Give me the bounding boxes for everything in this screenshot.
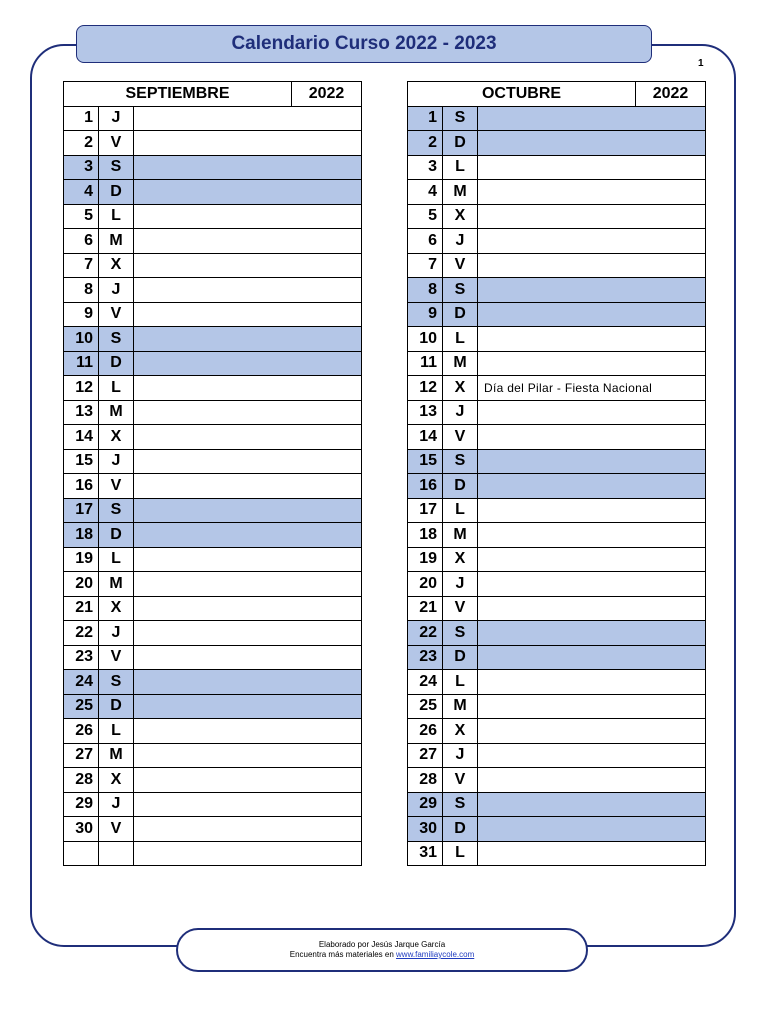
day-row <box>64 106 362 131</box>
day-number: 13 <box>408 400 443 425</box>
weekday-letter: M <box>99 572 134 597</box>
day-number: 14 <box>408 425 443 450</box>
day-row <box>64 278 362 303</box>
day-number: 18 <box>408 523 443 548</box>
day-number: 15 <box>64 449 99 474</box>
day-number: 12 <box>64 376 99 401</box>
weekday-letter: M <box>443 523 478 548</box>
day-row <box>64 327 362 352</box>
day-row <box>408 743 706 768</box>
page-title: Calendario Curso 2022 - 2023 <box>76 25 652 63</box>
day-row <box>408 425 706 450</box>
weekday-letter: L <box>443 155 478 180</box>
day-note <box>478 523 706 548</box>
day-note <box>134 547 362 572</box>
day-number: 28 <box>408 768 443 793</box>
day-row <box>64 621 362 646</box>
day-number: 30 <box>64 817 99 842</box>
day-number: 5 <box>408 204 443 229</box>
day-number: 16 <box>64 474 99 499</box>
day-number: 22 <box>408 621 443 646</box>
day-row <box>408 400 706 425</box>
day-row <box>64 131 362 156</box>
day-note <box>134 841 362 866</box>
day-number: 29 <box>64 792 99 817</box>
day-note <box>478 351 706 376</box>
day-row <box>408 498 706 523</box>
weekday-letter: X <box>443 376 478 401</box>
weekday-letter: V <box>99 302 134 327</box>
day-note <box>478 204 706 229</box>
weekday-letter: M <box>443 351 478 376</box>
weekday-letter: D <box>443 645 478 670</box>
day-note <box>134 572 362 597</box>
day-row <box>64 302 362 327</box>
day-row <box>408 351 706 376</box>
month-header <box>64 82 362 107</box>
day-row <box>64 474 362 499</box>
weekday-letter: J <box>443 400 478 425</box>
weekday-letter: V <box>99 645 134 670</box>
day-note: Día del Pilar - Fiesta Nacional <box>478 376 706 401</box>
day-row <box>64 743 362 768</box>
day-number: 25 <box>64 694 99 719</box>
day-number: 17 <box>64 498 99 523</box>
day-note <box>134 670 362 695</box>
day-row <box>64 425 362 450</box>
weekday-letter: J <box>99 449 134 474</box>
day-number: 14 <box>64 425 99 450</box>
day-note <box>134 180 362 205</box>
day-number: 10 <box>408 327 443 352</box>
weekday-letter: M <box>99 229 134 254</box>
day-number: 30 <box>408 817 443 842</box>
day-number: 4 <box>408 180 443 205</box>
weekday-letter: L <box>443 841 478 866</box>
day-number: 13 <box>64 400 99 425</box>
weekday-letter: S <box>99 498 134 523</box>
day-note <box>478 670 706 695</box>
day-note <box>134 719 362 744</box>
day-number: 19 <box>408 547 443 572</box>
weekday-letter: S <box>443 792 478 817</box>
day-number: 8 <box>408 278 443 303</box>
day-row <box>64 449 362 474</box>
day-note <box>134 204 362 229</box>
day-note <box>134 327 362 352</box>
month-table-october <box>407 81 706 866</box>
day-note <box>134 523 362 548</box>
day-row <box>64 694 362 719</box>
day-row <box>408 768 706 793</box>
day-note <box>134 817 362 842</box>
day-note <box>134 253 362 278</box>
day-row <box>64 204 362 229</box>
day-note <box>134 229 362 254</box>
day-number: 16 <box>408 474 443 499</box>
footer-link[interactable]: www.familiaycole.com <box>396 950 475 959</box>
day-number: 7 <box>64 253 99 278</box>
day-number: 26 <box>64 719 99 744</box>
day-note <box>134 131 362 156</box>
weekday-letter: V <box>99 817 134 842</box>
day-note <box>134 302 362 327</box>
day-note <box>134 596 362 621</box>
day-row <box>64 400 362 425</box>
day-number: 9 <box>408 302 443 327</box>
weekday-letter: X <box>99 596 134 621</box>
day-number: 19 <box>64 547 99 572</box>
day-note <box>134 155 362 180</box>
weekday-letter: L <box>443 327 478 352</box>
day-row <box>408 180 706 205</box>
day-note <box>478 547 706 572</box>
day-row <box>64 841 362 866</box>
weekday-letter: V <box>443 768 478 793</box>
weekday-letter: D <box>443 474 478 499</box>
day-note <box>478 229 706 254</box>
weekday-letter: V <box>443 596 478 621</box>
footer-materials-prefix: Encuentra más materiales en <box>289 950 397 959</box>
weekday-letter: V <box>99 474 134 499</box>
page-number: 1 <box>698 58 704 69</box>
day-number: 2 <box>64 131 99 156</box>
day-note <box>478 743 706 768</box>
day-number: 21 <box>64 596 99 621</box>
day-row <box>64 155 362 180</box>
day-note <box>478 155 706 180</box>
day-number: 11 <box>408 351 443 376</box>
day-row <box>408 572 706 597</box>
day-number: 20 <box>408 572 443 597</box>
day-row <box>408 155 706 180</box>
day-row <box>408 792 706 817</box>
month-name: SEPTIEMBRE <box>64 82 292 107</box>
day-row <box>408 719 706 744</box>
day-row <box>64 498 362 523</box>
day-number: 18 <box>64 523 99 548</box>
day-row <box>64 768 362 793</box>
day-note <box>478 400 706 425</box>
day-number: 1 <box>64 106 99 131</box>
day-note <box>478 768 706 793</box>
day-note <box>478 694 706 719</box>
weekday-letter: S <box>99 670 134 695</box>
month-year: 2022 <box>636 82 706 107</box>
weekday-letter: D <box>99 523 134 548</box>
day-row <box>64 817 362 842</box>
day-note <box>478 621 706 646</box>
weekday-letter: S <box>443 449 478 474</box>
day-number: 24 <box>64 670 99 695</box>
day-note <box>134 449 362 474</box>
weekday-letter: J <box>443 743 478 768</box>
day-row <box>408 106 706 131</box>
day-note <box>134 645 362 670</box>
day-note <box>134 792 362 817</box>
day-number: 17 <box>408 498 443 523</box>
weekday-letter: D <box>443 302 478 327</box>
day-row <box>408 278 706 303</box>
weekday-letter: L <box>99 547 134 572</box>
day-row <box>64 523 362 548</box>
day-note <box>478 719 706 744</box>
day-row <box>408 596 706 621</box>
weekday-letter: L <box>443 498 478 523</box>
day-note <box>478 645 706 670</box>
day-row <box>64 792 362 817</box>
day-note <box>134 768 362 793</box>
weekday-letter: J <box>99 792 134 817</box>
day-row <box>408 253 706 278</box>
weekday-letter: X <box>443 547 478 572</box>
weekday-letter: X <box>99 253 134 278</box>
weekday-letter: M <box>443 180 478 205</box>
day-row <box>64 596 362 621</box>
weekday-letter: X <box>443 204 478 229</box>
day-note <box>134 400 362 425</box>
day-note <box>134 743 362 768</box>
weekday-letter: V <box>443 425 478 450</box>
day-number: 21 <box>408 596 443 621</box>
month-days <box>408 106 706 866</box>
weekday-letter: L <box>99 204 134 229</box>
month-name: OCTUBRE <box>408 82 636 107</box>
weekday-letter: L <box>99 719 134 744</box>
weekday-letter: S <box>99 155 134 180</box>
month-days <box>64 106 362 866</box>
weekday-letter: S <box>443 106 478 131</box>
day-row <box>408 131 706 156</box>
day-note <box>134 498 362 523</box>
day-note <box>478 596 706 621</box>
day-number: 29 <box>408 792 443 817</box>
day-note <box>134 474 362 499</box>
weekday-letter: D <box>443 131 478 156</box>
day-row <box>64 229 362 254</box>
day-note <box>134 694 362 719</box>
day-number: 5 <box>64 204 99 229</box>
day-note <box>478 498 706 523</box>
day-row <box>64 547 362 572</box>
day-row <box>408 204 706 229</box>
day-row <box>408 817 706 842</box>
day-note <box>478 474 706 499</box>
day-note <box>478 817 706 842</box>
footer-credit: Elaborado por Jesús Jarque García <box>318 940 446 949</box>
weekday-letter: D <box>99 180 134 205</box>
day-row <box>408 327 706 352</box>
day-number: 26 <box>408 719 443 744</box>
month-year: 2022 <box>292 82 362 107</box>
day-row <box>64 670 362 695</box>
weekday-letter <box>99 841 134 866</box>
weekday-letter: M <box>443 694 478 719</box>
day-note <box>134 425 362 450</box>
day-number: 27 <box>64 743 99 768</box>
day-row <box>64 180 362 205</box>
day-number: 24 <box>408 670 443 695</box>
day-number: 6 <box>64 229 99 254</box>
day-number: 25 <box>408 694 443 719</box>
day-number: 6 <box>408 229 443 254</box>
day-row <box>408 841 706 866</box>
day-note <box>478 327 706 352</box>
day-note <box>478 425 706 450</box>
day-number: 3 <box>408 155 443 180</box>
day-number: 27 <box>408 743 443 768</box>
weekday-letter: J <box>443 229 478 254</box>
day-row <box>64 719 362 744</box>
day-number: 12 <box>408 376 443 401</box>
day-note <box>478 572 706 597</box>
day-number: 28 <box>64 768 99 793</box>
weekday-letter: M <box>99 743 134 768</box>
day-row <box>64 376 362 401</box>
day-note <box>478 131 706 156</box>
weekday-letter: S <box>443 278 478 303</box>
day-number <box>64 841 99 866</box>
month-table-september <box>63 81 362 866</box>
day-note <box>478 792 706 817</box>
day-number: 7 <box>408 253 443 278</box>
day-number: 3 <box>64 155 99 180</box>
day-note <box>134 106 362 131</box>
day-number: 8 <box>64 278 99 303</box>
day-row <box>408 449 706 474</box>
day-row <box>64 351 362 376</box>
day-note <box>478 253 706 278</box>
weekday-letter: D <box>99 351 134 376</box>
day-note <box>134 621 362 646</box>
day-row <box>408 302 706 327</box>
weekday-letter: M <box>99 400 134 425</box>
day-row <box>408 547 706 572</box>
day-note <box>134 278 362 303</box>
day-number: 2 <box>408 131 443 156</box>
footer-materials <box>290 950 475 960</box>
weekday-letter: V <box>99 131 134 156</box>
weekday-letter: X <box>443 719 478 744</box>
day-note <box>478 841 706 866</box>
day-number: 4 <box>64 180 99 205</box>
weekday-letter: D <box>99 694 134 719</box>
day-note <box>134 351 362 376</box>
day-row <box>408 670 706 695</box>
day-row <box>408 474 706 499</box>
day-note <box>478 180 706 205</box>
day-row <box>408 645 706 670</box>
weekday-letter: V <box>443 253 478 278</box>
day-number: 10 <box>64 327 99 352</box>
day-row <box>408 621 706 646</box>
day-number: 20 <box>64 572 99 597</box>
day-note <box>478 302 706 327</box>
month-header <box>408 82 706 107</box>
weekday-letter: X <box>99 768 134 793</box>
day-row <box>64 645 362 670</box>
day-number: 22 <box>64 621 99 646</box>
weekday-letter: J <box>99 621 134 646</box>
day-row <box>64 572 362 597</box>
day-note <box>134 376 362 401</box>
footer <box>176 928 588 972</box>
day-note <box>478 106 706 131</box>
day-note <box>478 449 706 474</box>
weekday-letter: S <box>443 621 478 646</box>
day-number: 31 <box>408 841 443 866</box>
day-row <box>408 694 706 719</box>
weekday-letter: J <box>99 278 134 303</box>
day-row <box>408 229 706 254</box>
day-number: 9 <box>64 302 99 327</box>
day-number: 23 <box>64 645 99 670</box>
day-row <box>64 253 362 278</box>
weekday-letter: S <box>99 327 134 352</box>
weekday-letter: J <box>99 106 134 131</box>
day-row <box>408 376 706 401</box>
day-number: 23 <box>408 645 443 670</box>
weekday-letter: J <box>443 572 478 597</box>
day-row <box>408 523 706 548</box>
weekday-letter: D <box>443 817 478 842</box>
day-number: 15 <box>408 449 443 474</box>
day-note <box>478 278 706 303</box>
day-number: 11 <box>64 351 99 376</box>
day-number: 1 <box>408 106 443 131</box>
weekday-letter: X <box>99 425 134 450</box>
weekday-letter: L <box>443 670 478 695</box>
weekday-letter: L <box>99 376 134 401</box>
